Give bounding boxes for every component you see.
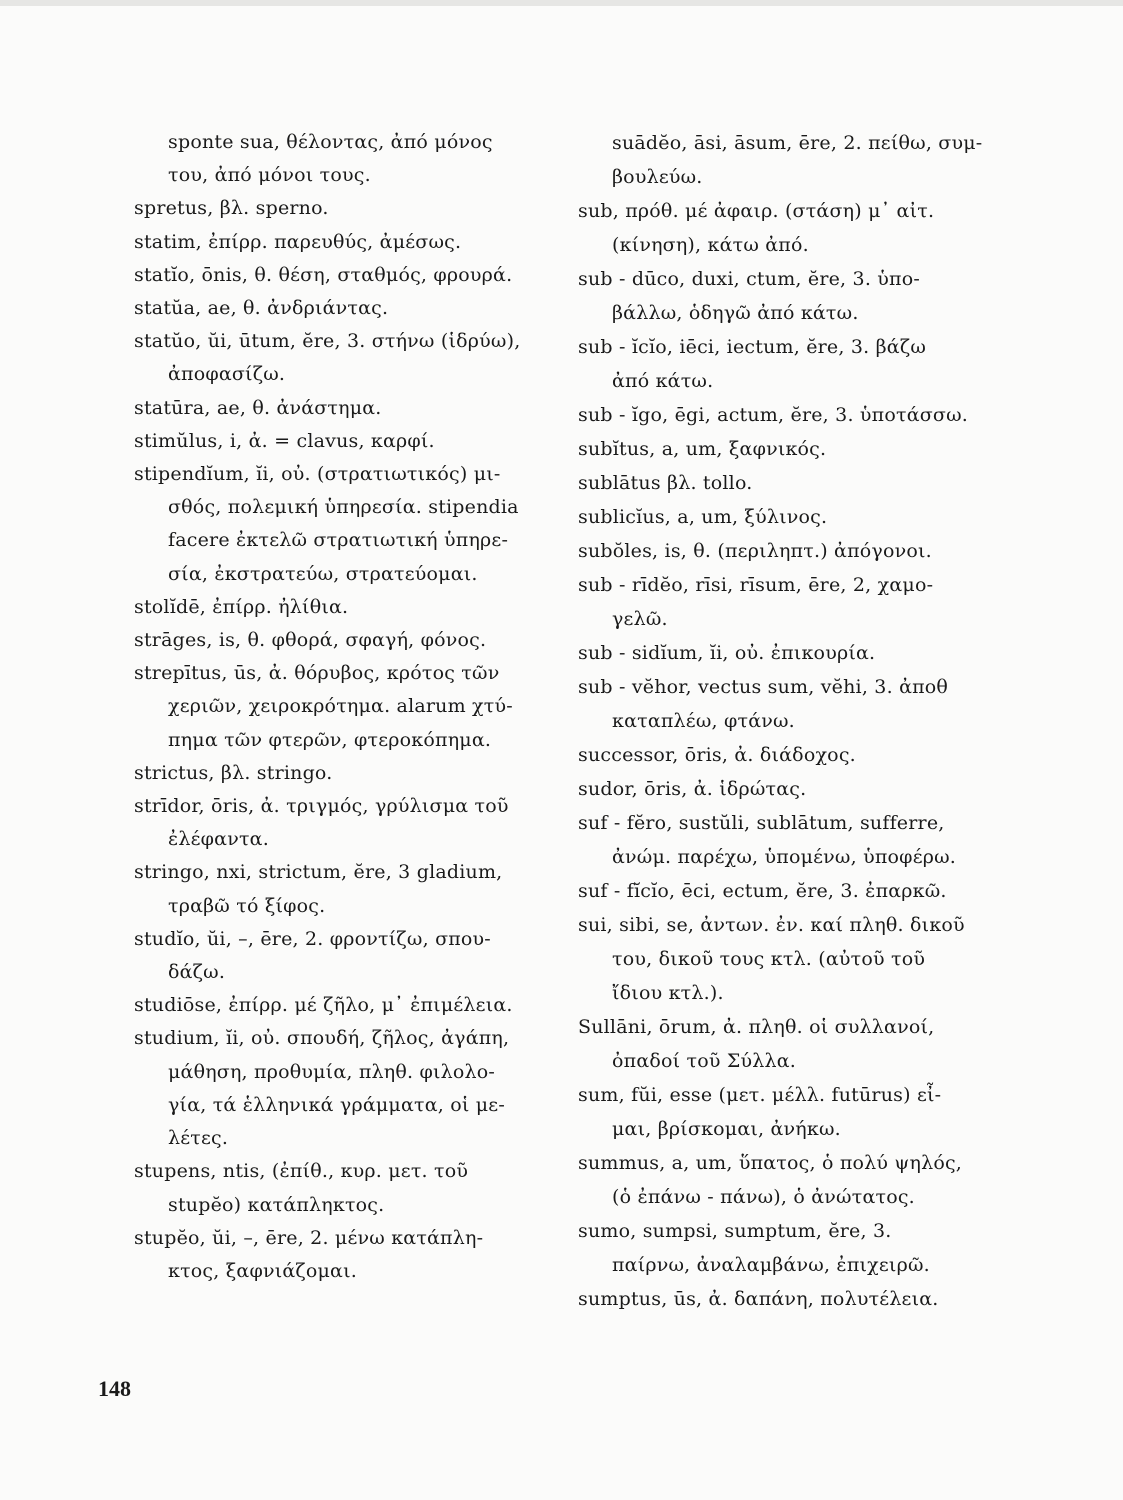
dictionary-entry [134, 757, 574, 790]
entry-headline: statĭo, ōnis, θ. θέση, σταθμός, φρουρά. [134, 263, 513, 286]
dictionary-entry [578, 534, 1068, 568]
entry-continuation: σθός, πολεμική ὑπηρεσία. stipendia [168, 496, 519, 519]
entry-headline: stringo, nxi, strictum, ĕre, 3 gladium, [134, 861, 503, 884]
dictionary-entry [578, 1214, 1068, 1282]
dictionary-entry [578, 908, 1068, 1010]
entry-continuation: παίρνω, ἀναλαμβάνω, ἐπιχειρῶ. [612, 1254, 930, 1276]
dictionary-entry [134, 325, 574, 391]
dictionary-entry [134, 1155, 574, 1221]
entry-headline: suf - fĭcĭo, ēci, ectum, ĕre, 3. ἐπαρκῶ. [578, 880, 947, 902]
entry-headline: sub - ĭgo, ēgi, actum, ĕre, 3. ὑποτάσσω. [578, 404, 969, 426]
right-column [578, 126, 1068, 1316]
entry-continuation: μαι, βρίσκομαι, ἀνήκω. [612, 1118, 841, 1140]
entry-continuation: δάζω. [168, 961, 226, 984]
entry-headline: stupĕo, ŭi, –, ēre, 2. μένω κατάπλη- [134, 1226, 484, 1249]
entry-headline: summus, a, um, ὕπατος, ὁ πολύ ψηλός, [578, 1152, 963, 1174]
entry-continuation: ὀπαδοί τοῦ Σύλλα. [612, 1050, 797, 1072]
entry-headline: stimŭlus, i, ἀ. = clavus, καρφί. [134, 429, 435, 452]
entry-headline: sub - vĕhor, vectus sum, vĕhi, 3. ἀποθ [578, 676, 949, 698]
dictionary-entry [134, 392, 574, 425]
dictionary-entry [578, 500, 1068, 534]
dictionary-entry [134, 126, 574, 192]
entry-headline: spretus, βλ. sperno. [134, 197, 329, 220]
dictionary-entry [578, 194, 1068, 262]
entry-continuation: ἐλέφαντα. [168, 828, 269, 851]
entry-headline: sumptus, ūs, ἀ. δαπάνη, πολυτέλεια. [578, 1288, 939, 1310]
entry-headline: sui, sibi, se, ἀντων. ἐν. καί πληθ. δικοῦ [578, 914, 965, 936]
dictionary-entry [578, 568, 1068, 636]
dictionary-entry [134, 192, 574, 225]
entry-headline: studĭo, ŭi, –, ēre, 2. φροντίζω, σπου- [134, 927, 491, 950]
entry-headline: strāges, is, θ. φθορά, σφαγή, φόνος. [134, 629, 487, 652]
entry-headline: strepītus, ūs, ἀ. θόρυβος, κρότος τῶν [134, 662, 500, 685]
entry-continuation: βάλλω, ὁδηγῶ ἀπό κάτω. [612, 302, 859, 324]
entry-continuation: καταπλέω, φτάνω. [612, 710, 795, 732]
entry-continuation: facere ἐκτελῶ στρατιωτική ὑπηρε- [168, 529, 509, 552]
entry-headline: stipendĭum, ĭi, οὐ. (στρατιωτικός) μι- [134, 463, 501, 486]
dictionary-entry [578, 772, 1068, 806]
dictionary-entry [578, 636, 1068, 670]
dictionary-entry [134, 989, 574, 1022]
entry-headline: strictus, βλ. stringo. [134, 761, 333, 784]
dictionary-entry [134, 226, 574, 259]
entry-headline: subŏles, is, θ. (περιληπτ.) ἀπόγονοι. [578, 540, 932, 562]
entry-headline: stolĭdē, ἐπίρρ. ἠλίθια. [134, 595, 349, 618]
entry-continuation: μάθηση, προθυμία, πληθ. φιλολο- [168, 1060, 495, 1083]
dictionary-entry [134, 591, 574, 624]
entry-continuation: ἴδιου κτλ.). [612, 982, 724, 1004]
dictionary-entry [134, 292, 574, 325]
dictionary-entry [134, 790, 574, 856]
dictionary-entry [578, 670, 1068, 738]
entry-continuation: ἀνώμ. παρέχω, ὑπομένω, ὑποφέρω. [612, 846, 957, 868]
page-number: 148 [98, 1376, 131, 1401]
scan-edge [0, 0, 1123, 6]
entry-headline: sub, πρόθ. μέ ἀφαιρ. (στάση) μ᾽ αἰτ. [578, 200, 935, 222]
entry-headline: stupens, ntis, (ἐπίθ., κυρ. μετ. τοῦ [134, 1160, 469, 1183]
dictionary-entry [134, 425, 574, 458]
entry-headline: studiōse, ἐπίρρ. μέ ζῆλο, μ᾽ ἐπιμέλεια. [134, 994, 513, 1017]
dictionary-entry [134, 923, 574, 989]
entry-continuation: γελῶ. [612, 608, 668, 630]
left-column [134, 126, 574, 1288]
entry-headline: statim, ἐπίρρ. παρευθύς, ἀμέσως. [134, 230, 462, 253]
entry-headline: sum, fŭi, esse (μετ. μέλλ. futūrus) εἶ- [578, 1084, 942, 1106]
entry-headline: sub - sidĭum, ĭi, οὐ. ἐπικουρία. [578, 642, 876, 664]
entry-headline: suf - fĕro, sustŭli, sublātum, sufferre, [578, 812, 945, 834]
dictionary-entry [578, 1146, 1068, 1214]
entry-headline: Sullāni, ōrum, ἀ. πληθ. οἱ συλλανοί, [578, 1016, 935, 1038]
dictionary-entry [134, 458, 574, 591]
dictionary-entry [134, 856, 574, 922]
entry-headline: sudor, ōris, ἀ. ἱδρώτας. [578, 778, 807, 800]
entry-continuation: πημα τῶν φτερῶν, φτεροκόπημα. [168, 728, 492, 751]
entry-headline: suādĕo, āsi, āsum, ēre, 2. πείθω, συμ- [612, 132, 983, 154]
entry-continuation: χεριῶν, χειροκρότημα. alarum χτύ- [168, 695, 513, 718]
entry-headline: studium, ĭi, οὐ. σπουδή, ζῆλος, ἀγάπη, [134, 1027, 510, 1050]
entry-headline: subĭtus, a, um, ξαφνικός. [578, 438, 827, 460]
dictionary-entry [578, 874, 1068, 908]
dictionary-entry [134, 1222, 574, 1288]
entry-continuation: τραβῶ τό ξίφος. [168, 894, 326, 917]
entry-continuation: (ὁ ἐπάνω - πάνω), ὁ ἀνώτατος. [612, 1186, 915, 1208]
entry-headline: sub - rīdĕo, rīsi, rīsum, ēre, 2, χαμο- [578, 574, 934, 596]
entry-continuation: σία, ἐκστρατεύω, στρατεύομαι. [168, 562, 478, 585]
entry-continuation: ἀπό κάτω. [612, 370, 714, 392]
dictionary-entry [134, 624, 574, 657]
dictionary-entry [134, 657, 574, 757]
dictionary-entry [578, 262, 1068, 330]
dictionary-entry [578, 738, 1068, 772]
dictionary-entry [578, 466, 1068, 500]
entry-continuation: κτος, ξαφνιάζομαι. [168, 1259, 357, 1282]
entry-continuation: (κίνηση), κάτω ἀπό. [612, 234, 809, 256]
entry-headline: strīdor, ōris, ἀ. τριγμός, γρύλισμα τοῦ [134, 795, 509, 818]
entry-headline: statŭa, ae, θ. ἀνδριάντας. [134, 297, 389, 320]
entry-headline: sublātus βλ. tollo. [578, 472, 753, 494]
entry-headline: statŭo, ŭi, ūtum, ĕre, 3. στήνω (ἱδρύω), [134, 330, 521, 353]
entry-continuation: ἀποφασίζω. [168, 363, 286, 386]
dictionary-entry [578, 398, 1068, 432]
dictionary-entry [578, 330, 1068, 398]
entry-continuation: του, δικοῦ τους κτλ. (αὐτοῦ τοῦ [612, 948, 926, 970]
entry-continuation: βουλεύω. [612, 166, 703, 188]
entry-headline: successor, ōris, ἀ. διάδοχος. [578, 744, 856, 766]
dictionary-entry [134, 259, 574, 292]
entry-headline: sumo, sumpsi, sumptum, ĕre, 3. [578, 1220, 892, 1242]
entry-headline: sub - dūco, duxi, ctum, ĕre, 3. ὑπο- [578, 268, 921, 290]
entry-headline: statūra, ae, θ. ἀνάστημα. [134, 396, 382, 419]
entry-continuation: του, ἀπό μόνοι τους. [168, 164, 371, 187]
entry-continuation: stupĕo) κατάπληκτος. [168, 1193, 385, 1216]
dictionary-entry [578, 126, 1068, 194]
entry-headline: sub - ĭcĭo, iēci, iectum, ĕre, 3. βάζω [578, 336, 927, 358]
dictionary-entry [578, 806, 1068, 874]
entry-headline: sublicĭus, a, um, ξύλινος. [578, 506, 828, 528]
dictionary-entry [578, 1282, 1068, 1316]
dictionary-entry [578, 1078, 1068, 1146]
dictionary-entry [578, 1010, 1068, 1078]
dictionary-entry [578, 432, 1068, 466]
entry-headline: sponte sua, θέλοντας, ἀπό μόνος [168, 131, 493, 153]
entry-continuation: λέτες. [168, 1127, 229, 1150]
entry-continuation: γία, τά ἑλληνικά γράμματα, οἱ με- [168, 1093, 505, 1116]
dictionary-entry [134, 1022, 574, 1155]
